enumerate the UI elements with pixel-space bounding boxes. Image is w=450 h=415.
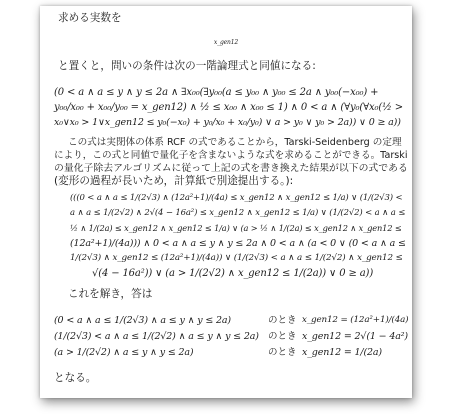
formula1-line: x₀∨x₀ > 1∨x_gen12 ≤ y₀(−x₀) + y₀/x₀ + x₀/y₀) ∨ a > y₀ ∨ y₀ > 2a)) ∨ 0 ≥ a)) [54, 117, 401, 128]
formula2-line: √(4 − 16a²)) ∨ (a > 1/(2√2) ∧ x_gen12 ≤ 1/(2a)) ∨ 0 ≥ a)) [92, 268, 374, 279]
formula2-line: (12a²+1)/(4a))) ∧ 0 < a ∧ a ≤ y ∧ y ≤ 2a ∧ 0 < a ∧ (a < 0 ∨ (0 < a ∧ a ≤ [70, 238, 406, 249]
document-page [40, 6, 412, 398]
paragraph-line: により，この式と同値で量化子を含まないような式を求めることができる。Tarski [54, 150, 408, 161]
variable-display: x_gen12 [213, 39, 239, 46]
formula2-line: 1/(2√3) ∧ x_gen12 ≤ (12a²+1)/(4a)) ∨ (1/(2√3) < a ∧ a ≤ 1/(2√2) ∧ x_gen12 ≤ [70, 253, 403, 263]
answer-condition: (0 < a ∧ a ≤ 1/(2√3) ∧ a ≤ y ∧ y ≤ 2a) [54, 315, 231, 326]
answer-value: x_gen12 = 2√(1 − 4a²) [302, 331, 408, 342]
formula2-line: a ∧ a ≤ 1/(2√2) ∧ 2√(4 − 16a²) ≤ x_gen12 ∧ x_gen12 ≤ 1/a) ∨ (1/(2√2) < a ∧ a ≤ [70, 208, 406, 218]
answer-condition: (1/(2√3) < a ∧ a ≤ 1/(2√2) ∧ a ≤ y ∧ y ≤ 2a) [54, 331, 259, 342]
answer-value: x_gen12 = (12a²+1)/(4a) [302, 315, 409, 325]
paragraph-line: の量化子除去アルゴリズムに従って上記の式を書き換えた結果が以下の式である [54, 163, 408, 174]
answer-when: のとき [268, 315, 297, 326]
closing-text: となる。 [54, 372, 97, 384]
solve-text: これを解き，答は [68, 288, 153, 300]
heading-text: 求める実数を [58, 12, 122, 24]
answer-condition: (a > 1/(2√2) ∧ a ≤ y ∧ y ≤ 2a) [54, 347, 194, 358]
formula2-line: (((0 < a ∧ a ≤ 1/(2√3) ∧ (12a²+1)/(4a) ≤ x_gen12 ∧ x_gen12 ≤ 1/a) ∨ (1/(2√3) < [70, 193, 403, 203]
paragraph-line: この式は実閉体の体系 RCF の式であることから，Tarski-Seidenberg の定理 [68, 137, 402, 148]
formula1-line: y₀₀/x₀₀ + x₀₀/y₀₀ = x_gen12) ∧ ½ ≤ x₀₀ ∧ x₀₀ ≤ 1) ∧ 0 < a ∧ (∀y₀(∀x₀(½ > [54, 102, 403, 113]
paragraph-line: (変形の過程が長いため，計算紙で別途提出する。): [54, 175, 294, 187]
answer-when: のとき [268, 331, 297, 342]
answer-value: x_gen12 = 1/(2a) [302, 347, 382, 358]
answer-when: のとき [268, 347, 297, 358]
formula1-line: (0 < a ∧ a ≤ y ∧ y ≤ 2a ∧ ∃x₀₀(∃y₀₀(a ≤ y₀₀ ∧ y₀₀ ≤ 2a ∧ y₀₀(−x₀₀) + [54, 87, 379, 98]
formula2-line: ½ ∧ 1/(2a) ≤ x_gen12 ∧ x_gen12 ≤ 1/a) ∨ (a > ½ ∧ 1/(2a) ≤ x_gen12 ∧ x_gen12 ≤ [70, 223, 402, 233]
intro-text: と置くと，問いの条件は次の一階論理式と同値になる: [58, 60, 316, 72]
